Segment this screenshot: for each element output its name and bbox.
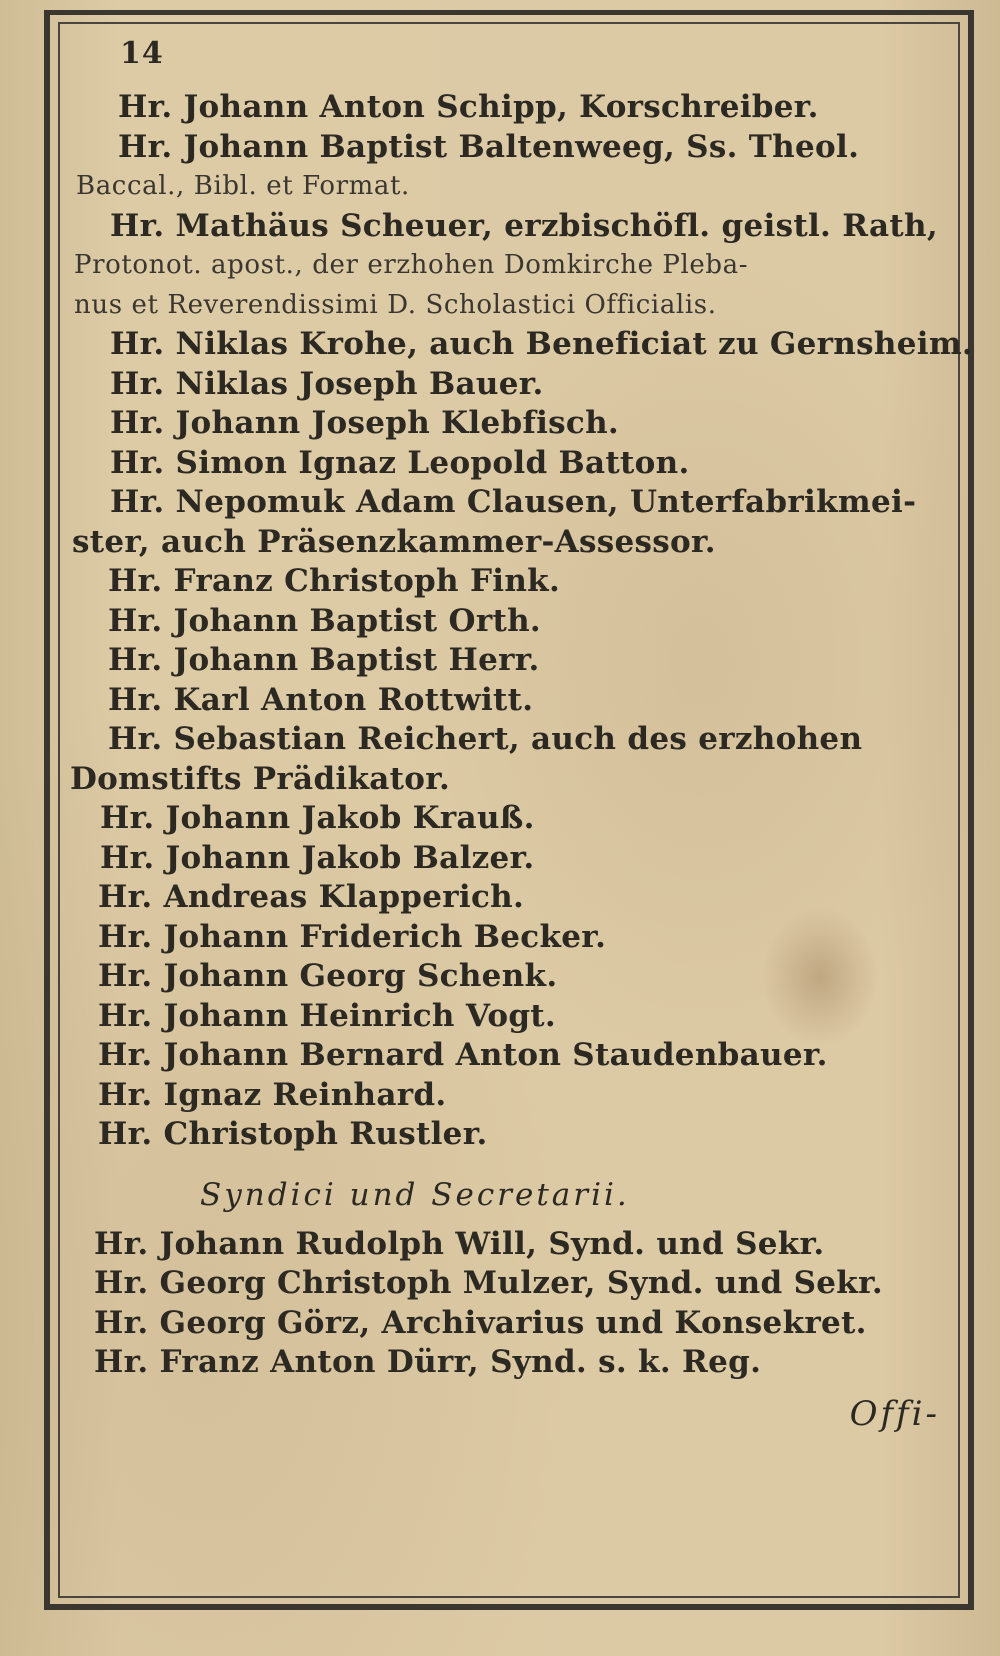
entry-line: Hr. Karl Anton Rottwitt. [108, 681, 534, 718]
entry-line: Hr. Johann Bernard Anton Staudenbauer. [98, 1037, 828, 1073]
section-line: Hr. Johann Rudolph Will, Synd. und Sekr. [94, 1225, 825, 1262]
entry-line: Hr. Ignaz Reinhard. [98, 1076, 447, 1113]
entry-line: Hr. Johann Heinrich Vogt. [98, 997, 557, 1034]
section-line: Hr. Georg Christoph Mulzer, Synd. und Sekr. [94, 1265, 883, 1301]
entry-line: Hr. Johann Jakob Krauß. [100, 800, 535, 836]
entry-line: Baccal., Bibl. et Format. [76, 171, 410, 201]
entry-line: nus et Reverendissimi D. Scholastici Officialis. [74, 289, 717, 320]
entry-line: ster, auch Präsenzkammer-Assessor. [72, 523, 716, 560]
entry-line: Hr. Johann Baptist Baltenweeg, Ss. Theol. [118, 128, 860, 165]
entry-line: Hr. Johann Georg Schenk. [98, 958, 558, 994]
entry-line: Hr. Franz Christoph Fink. [108, 563, 561, 599]
entry-line: Hr. Simon Ignaz Leopold Batton. [110, 444, 690, 481]
entry-line: Hr. Andreas Klapperich. [98, 879, 525, 915]
catchword: Offi- [849, 1393, 940, 1434]
entry-line: Hr. Johann Joseph Klebfisch. [110, 405, 620, 441]
section-line: Hr. Franz Anton Dürr, Synd. s. k. Reg. [94, 1344, 762, 1380]
entry-line: Hr. Niklas Joseph Bauer. [110, 365, 544, 402]
entry-line: Hr. Johann Anton Schipp, Korschreiber. [118, 89, 819, 125]
entry-line: Hr. Mathäus Scheuer, erzbischöfl. geistl. Rath, [110, 207, 938, 244]
section-line: Hr. Georg Görz, Archivarius und Konsekret. [94, 1304, 867, 1341]
entry-line: Hr. Johann Baptist Herr. [108, 642, 540, 678]
entry-line: Hr. Johann Jakob Balzer. [100, 839, 535, 876]
entry-line: Hr. Niklas Krohe, auch Beneficiat zu Gernsheim. [110, 326, 974, 362]
entry-line: Domstifts Prädikator. [70, 760, 451, 797]
entry-line: Hr. Johann Friderich Becker. [98, 918, 607, 955]
page-number: 14 [120, 36, 164, 71]
entry-line: Hr. Johann Baptist Orth. [108, 602, 542, 639]
entry-line: Hr. Sebastian Reichert, auch des erzhohen [108, 721, 863, 757]
section-heading: Syndici und Secretarii. [200, 1176, 630, 1213]
entry-line: Hr. Christoph Rustler. [98, 1116, 488, 1152]
text-block [70, 88, 974, 1445]
entry-line: Hr. Nepomuk Adam Clausen, Unterfabrikmei- [110, 484, 917, 520]
entry-line: Protonot. apost., der erzhohen Domkirche Pleba- [74, 250, 749, 280]
